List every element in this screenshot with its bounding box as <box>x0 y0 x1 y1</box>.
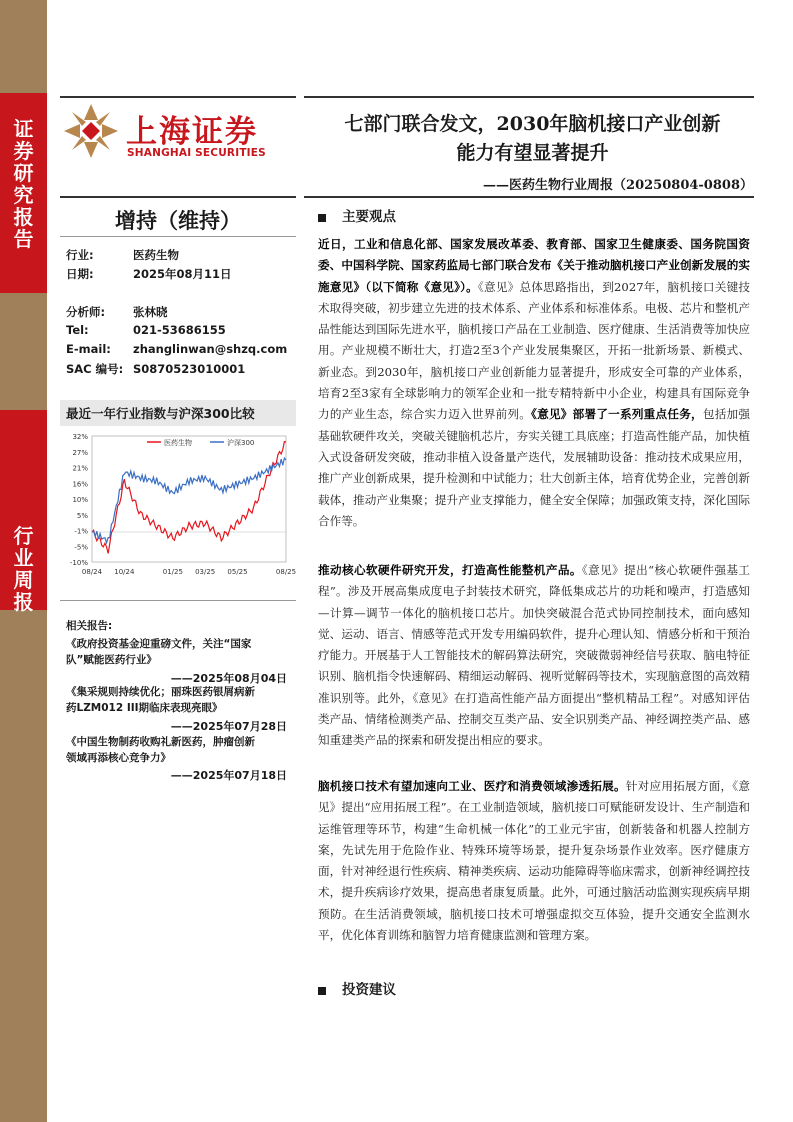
related-date-2: ——2025年07月28日 <box>170 720 287 733</box>
logo-emblem-icon <box>62 102 120 160</box>
report-subtitle: ——医药生物行业周报（20250804-0808） <box>483 178 753 193</box>
info-analyst: 分析师: 张林晓 <box>66 305 168 319</box>
chart-bottom-rule <box>60 600 296 601</box>
brand-name-cn: 上海证券 <box>126 114 258 150</box>
section-main-points: 主要观点 <box>318 205 396 225</box>
y-tick-label: 27% <box>72 448 88 457</box>
x-tick-label: 08/25 <box>275 568 296 576</box>
related-header: 相关报告: <box>66 620 113 632</box>
paragraph-3: 脑机接口技术有望加速向工业、医疗和消费领域渗透拓展。针对应用拓展方面，《意见》提出“应用拓展工程”。在工业制造领域，脑机接口可赋能研发设计、生产制造和运维管理等环节，构建“生命机械一体化”的工业元宇宙，创新装备和机器人控制方案，先试先用于危险作业、特殊环境等场景，提升复杂场景作业效率。医疗健康方面，针对神经退行性疾病、精神类疾病、运动功能障碍等临床需求，创新神经调控技术，提升疾病诊疗效果，提高患者康复质量。此外，可通过脑活动监测实现疾病早期预防。在生活消费领域，脑机接口技术可增强虚拟交互体验，提升交通安全监测水平，优化体育训练和脑智力培育健康监测和管理方案。 <box>318 779 750 943</box>
legend-hs300: 沪深300 <box>227 439 255 447</box>
x-tick-label: 01/25 <box>162 568 183 576</box>
sidebar-mid-label: 行 业 周 报 <box>13 524 34 614</box>
sidebar-top-label: 证 券 研 究 报 告 <box>13 117 34 251</box>
y-tick-label: -1% <box>74 527 88 536</box>
x-tick-label: 08/24 <box>81 568 103 576</box>
related-report-3[interactable]: 《中国生物制药收购礼新医药，肿瘤创新 领域再添核心竞争力》 <box>66 736 255 764</box>
series-line-pharma <box>92 442 286 554</box>
rating-rule <box>60 196 296 198</box>
rating-underline <box>60 236 296 237</box>
section-investment-advice: 投资建议 <box>318 978 396 998</box>
title-line-2: 能力有望显著提升 <box>456 142 609 164</box>
series-line-hs300 <box>92 458 286 543</box>
paragraph-2: 推动核心软硬件研究开发，打造高性能整机产品。《意见》提出“核心软硬件强基工程”。涉及开展高集成度电子封装技术研究，降低集成芯片的功耗和噪声，打造感知—计算—调节一体化的脑机接口芯片。加快突破混合范式协同控制技术，面向感知觉、运动、语言、情感等范式开发专用编码软件，提升心理认知、情感分析和干预治疗能力。开展基于人工智能技术的解码算法研究，突破微弱神经信号获取、脑电特征识别、脑机指令快速解码、精细运动解码、视听觉解码等技术，实现脑意图的高效精准识别等。此外，《意见》在打造高性能产品方面提出“整机精品工程”。对感知评估类产品、情绪检测类产品、控制交互类产品、安全识别类产品、神经调控类产品、感知重建类产品的探索和研发提出相应的要求。 <box>318 563 750 748</box>
y-tick-label: 16% <box>72 480 88 489</box>
info-industry: 行业: 医药生物 <box>66 248 179 262</box>
x-tick-label: 03/25 <box>195 568 216 576</box>
report-title <box>300 110 765 168</box>
y-tick-label: 21% <box>72 464 88 473</box>
y-tick-label: 32% <box>72 433 88 441</box>
y-tick-label: -5% <box>74 543 88 552</box>
paragraph-1: 近日，工业和信息化部、国家发展改革委、教育部、国家卫生健康委、国务院国资委、中国科学院、国家药监局七部门联合发布《关于推动脑机接口产业创新发展的实施意见》（以下简称《意见》）。《意见》总体思路指出，到2027年，脑机接口关键技术取得突破，初步建立先进的技术体系、产业体系和标准体系。电极、芯片和整机产品性能达到国际先进水平，脑机接口产品在工业制造、医疗健康、生活消费等加快应用。产业规模不断壮大，打造2至3个产业发展集聚区，开拓一批新场景、新模式、新业态。到2030年，脑机接口产业创新能力显著提升，形成安全可靠的产业体系，培育2至3家有全球影响力的领军企业和一批专精特新中小企业，构建具有国际竞争力的产业生态，综合实力迈入世界前列。《意见》部署了一系列重点任务，包括加强基础软硬件攻关，突破关键脑机芯片，夯实关键工具底座；打造高性能产品，加快植入式设备研发突破，推动非植入设备量产迭代，发展辅助设备：推动技术成果应用，推广产业创新成果，提升检测和中试能力；壮大创新主体，培育优势企业，完善创新载体，推动产业集聚；提升产业支撑能力，健全安全保障；加强政策支持，深化国际合作等。 <box>318 237 750 528</box>
related-date-3: ——2025年07月18日 <box>170 769 287 782</box>
related-report-2[interactable]: 《集采规则持续优化；丽珠医药银屑病新 药LZM012 III期临床表现亮眼》 <box>66 686 255 714</box>
header-rule-left <box>60 96 296 98</box>
x-tick-label: 10/24 <box>114 568 135 576</box>
title-line-1: 七部门联合发文，2030年脑机接口产业创新 <box>344 113 721 135</box>
legend-pharma: 医药生物 <box>164 439 192 447</box>
x-tick-label: 05/25 <box>227 568 248 576</box>
info-date: 日期: 2025年08月11日 <box>66 267 232 281</box>
y-tick-label: 10% <box>72 496 88 504</box>
y-tick-label: 5% <box>76 511 88 520</box>
index-comparison-chart <box>60 424 296 589</box>
rating: 增持（维持） <box>115 208 241 233</box>
title-rule <box>304 196 754 198</box>
chart-title: 最近一年行业指数与沪深300比较 <box>60 400 296 426</box>
info-tel: Tel: 021-53686155 <box>66 323 226 337</box>
y-tick-label: -10% <box>69 559 88 567</box>
brand-logo <box>60 98 295 168</box>
info-email[interactable]: E-mail: zhanglinwan@shzq.com <box>66 342 288 356</box>
brand-name-en: SHANGHAI SECURITIES <box>127 147 266 159</box>
related-date-1: ——2025年08月04日 <box>170 672 287 685</box>
related-report-1[interactable]: 《政府投资基金迎重磅文件，关注“国家 队”赋能医药行业》 <box>66 638 252 666</box>
info-sac: SAC 编号: S0870523010001 <box>66 362 246 376</box>
header-rule-right <box>304 96 754 98</box>
